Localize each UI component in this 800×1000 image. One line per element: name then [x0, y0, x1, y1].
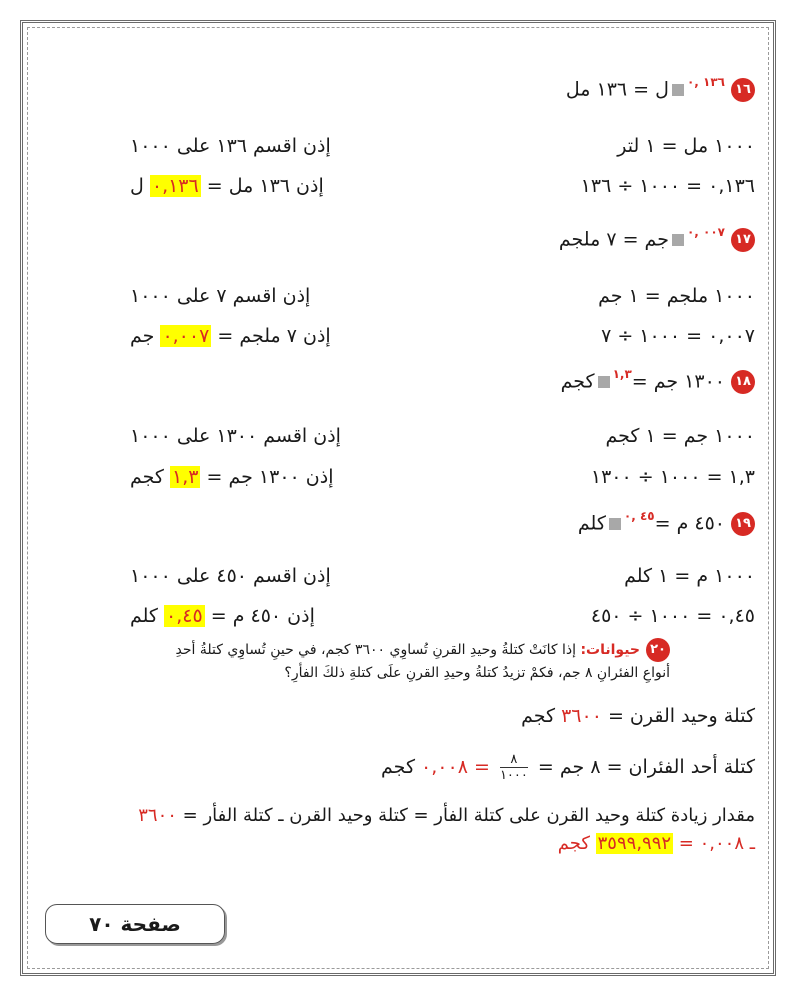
q20-answer-1: كتلة وحيد القرن = ٣٦٠٠ كجم [521, 705, 755, 727]
q19-answer: إذن ٤٥٠ م = ٠,٤٥ كلم [130, 605, 315, 627]
q17-number-badge: ١٧ [731, 228, 755, 252]
q20-text-1: إذا كانَتْ كتلةُ وحيدِ القرنِ تُساوِي ٣٦٠٠ كجم، في حينِ تُساوِي كتلةُ أحدِ [175, 642, 576, 658]
q20-fraction: $\frac{٨}{١٠٠٠}$ [499, 752, 528, 783]
q19-step-3: ٠,٤٥ = ١٠٠٠ ÷ ٤٥٠ [590, 605, 755, 627]
q19-step-1: ١٠٠٠ م = ١ كلم [624, 565, 755, 587]
q20-final-answer: ٣٥٩٩,٩٩٢ [597, 833, 672, 854]
q18-step-1: ١٠٠٠ جم = ١ كجم [605, 425, 755, 447]
q20-answer-4: ـ ٠,٠٠٨ = ٣٥٩٩,٩٩٢ كجم [557, 833, 755, 854]
q17-blank-box [672, 234, 684, 246]
q20-question [70, 638, 670, 684]
q18-answer-value: ١,٣ [172, 466, 199, 488]
q19-blank-box [609, 518, 621, 530]
q16-step-3: ٠,١٣٦ = ١٠٠٠ ÷ ١٣٦ [580, 175, 755, 197]
q17-step-2: إذن اقسم ٧ على ١٠٠٠ [130, 285, 311, 307]
q18-header: ١٨١٣٠٠ جم =$^{١,٣}$كجم [561, 370, 755, 394]
page-number-label: صفحة ٧٠ [45, 904, 225, 944]
q16-step-2: إذن اقسم ١٣٦ على ١٠٠٠ [130, 135, 331, 157]
q17-header: $١٧^{٠٠٧ ,٠}جم$ = ٧ ملجم [559, 228, 755, 252]
q20-text-2: أنواعِ الفئرانِ ٨ جم، فكمْ تزيدُ كتلةُ وحيدِ القرنِ علَى كتلةِ ذلكَ الفأرِ؟ [284, 665, 670, 681]
q16-blank-box [672, 84, 684, 96]
q16-answer-value: ٠,١٣٦ [151, 175, 199, 197]
q19-hint: ٤٥ ,٠ [623, 508, 655, 523]
q18-number-badge: ١٨ [731, 370, 755, 394]
q16-answer: إذن ١٣٦ مل = ٠,١٣٦ ل [130, 175, 324, 197]
q17-step-3: ٠,٠٠٧ = ١٠٠٠ ÷ ٧ [601, 325, 755, 347]
q20-number-badge: ٢٠ [646, 638, 670, 662]
q16-number-badge: ١٦ [731, 78, 755, 102]
q19-step-2: إذن اقسم ٤٥٠ على ١٠٠٠ [130, 565, 331, 587]
q17-answer-value: ٠,٠٠٧ [162, 325, 210, 347]
q16-step-1: ١٠٠٠ مل = ١ لتر [617, 135, 755, 157]
q20-answer-3: مقدار زيادة كتلة وحيد القرن على كتلة الفأر = كتلة وحيد القرن ـ كتلة الفأر = ٣٦٠٠ [138, 805, 755, 826]
q17-answer: إذن ٧ ملجم = ٠,٠٠٧ جم [130, 325, 331, 347]
q20-answer-2: كتلة أحد الفئران = ٨ جم = $\frac{٨}{١٠٠٠}$ = ٠,٠٠٨ كجم [381, 752, 755, 783]
q18-answer: إذن ١٣٠٠ جم = ١,٣ كجم [130, 466, 334, 488]
q16-hint: ١٣٦ ,٠ [686, 74, 725, 89]
q16-header: $١٦^{١٣٦ ,٠}ل$ = ١٣٦ مل [566, 78, 755, 102]
q19-number-badge: ١٩ [731, 512, 755, 536]
q19-answer-value: ٠,٤٥ [166, 605, 203, 627]
q18-blank-box [598, 376, 610, 388]
q17-hint: ٠٠٧ ,٠ [686, 224, 725, 239]
q20-title: حيوانات: [580, 642, 640, 658]
q19-header: ١٩٤٥٠ م =$^{٤٥ ,٠}$كلم [578, 512, 755, 536]
q18-hint: ١,٣ [612, 366, 632, 381]
q18-step-3: ١,٣ = ١٠٠٠ ÷ ١٣٠٠ [590, 466, 755, 488]
q17-step-1: ١٠٠٠ ملجم = ١ جم [598, 285, 755, 307]
q18-step-2: إذن اقسم ١٣٠٠ على ١٠٠٠ [130, 425, 341, 447]
